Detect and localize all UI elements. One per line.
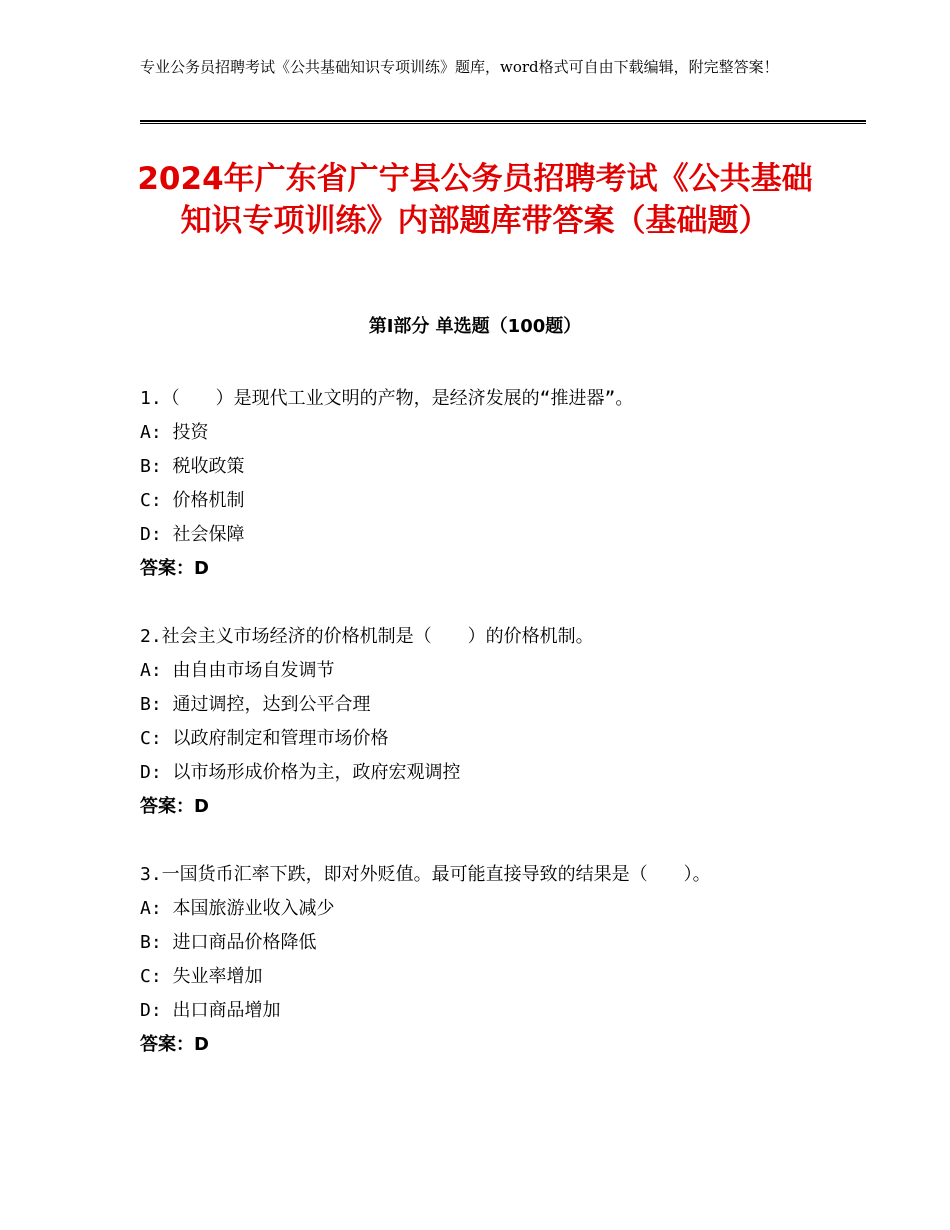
option-c: C: 失业率增加: [140, 966, 263, 987]
section-title: 第Ⅰ部分 单选题（100题）: [368, 316, 582, 337]
header-divider: [140, 120, 866, 124]
question-item: [140, 858, 820, 1062]
option-b: B: 税收政策: [140, 456, 245, 477]
question-list: [140, 382, 820, 1096]
question-stem: 3.一国货币汇率下跌，即对外贬值。最可能直接导致的结果是（ ）。: [140, 864, 711, 885]
option-d: D: 社会保障: [140, 524, 245, 545]
question-item: [140, 620, 820, 824]
question-stem: 1.（ ）是现代工业文明的产物，是经济发展的“推进器”。: [140, 388, 634, 409]
option-c: C: 以政府制定和管理市场价格: [140, 728, 389, 749]
question-stem: 2.社会主义市场经济的价格机制是（ ）的价格机制。: [140, 626, 594, 647]
option-a: A: 投资: [140, 422, 209, 443]
option-b: B: 进口商品价格降低: [140, 932, 317, 953]
question-item: [140, 382, 820, 586]
answer-line: 答案：D: [140, 1034, 209, 1055]
option-c: C: 价格机制: [140, 490, 245, 511]
answer-line: 答案：D: [140, 558, 209, 579]
option-d: D: 出口商品增加: [140, 1000, 281, 1021]
option-a: A: 本国旅游业收入减少: [140, 898, 335, 919]
option-b: B: 通过调控，达到公平合理: [140, 694, 371, 715]
document-title: 2024年广东省广宁县公务员招聘考试《公共基础知识专项训练》内部题库带答案（基础题）: [137, 161, 813, 239]
answer-line: 答案：D: [140, 796, 209, 817]
header-note: 专业公务员招聘考试《公共基础知识专项训练》题库，word格式可自由下载编辑，附完整答案！: [140, 58, 779, 76]
option-a: A: 由自由市场自发调节: [140, 660, 335, 681]
option-d: D: 以市场形成价格为主，政府宏观调控: [140, 762, 461, 783]
